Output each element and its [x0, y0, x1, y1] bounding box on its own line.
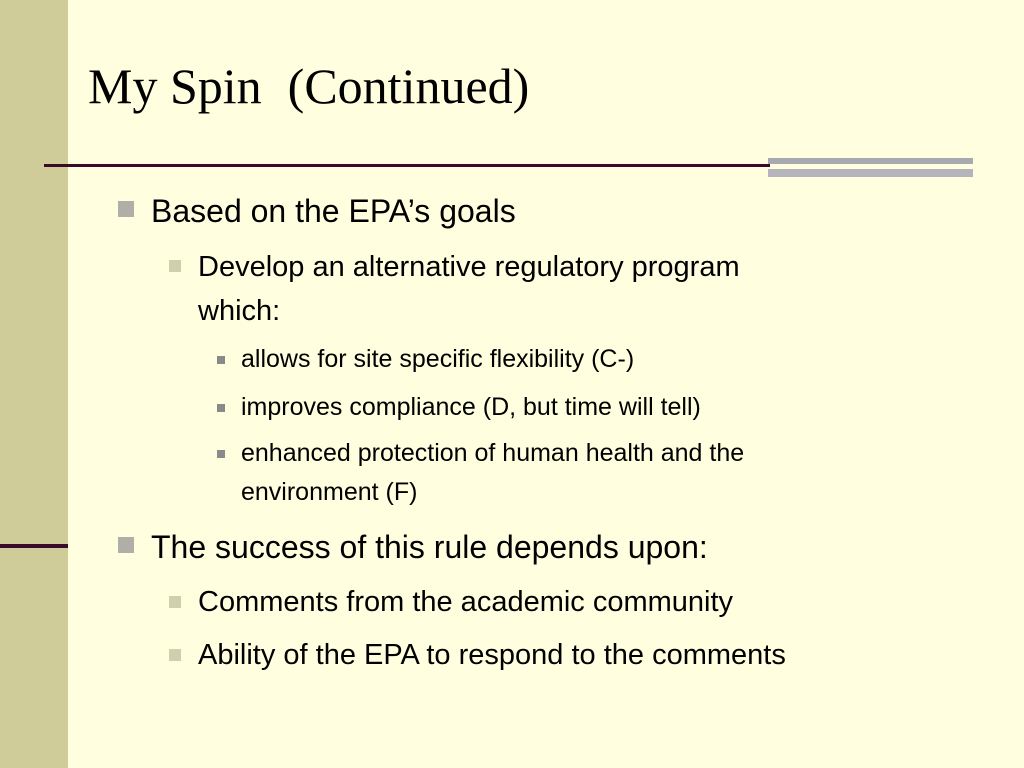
sub-sub-bullet-text-line-2: environment (F) — [241, 478, 418, 506]
square-bullet-icon — [217, 356, 225, 364]
slide-title-paren: (Continued) — [287, 58, 530, 114]
sub-bullet-text-line-2: which: — [198, 295, 281, 327]
square-bullet-icon — [169, 596, 181, 608]
square-bullet-icon — [118, 201, 134, 217]
square-bullet-icon — [217, 450, 225, 458]
square-bullet-icon — [169, 649, 181, 661]
slide-title-main: My Spin — [88, 58, 262, 114]
sub-sub-bullet-text-line-1: enhanced protection of human health and the — [241, 439, 745, 467]
bullet-text: Based on the EPA’s goals — [151, 193, 516, 229]
sub-bullet-text-line-1: Develop an alternative regulatory program — [198, 251, 740, 283]
square-bullet-icon — [217, 404, 225, 412]
sub-sub-bullet-text: improves compliance (D, but time will tell) — [241, 393, 701, 421]
sub-sub-bullet-text: allows for site specific flexibility (C-) — [241, 345, 635, 373]
square-bullet-icon — [169, 260, 181, 272]
sub-bullet-text: Ability of the EPA to respond to the comments — [198, 639, 786, 671]
sub-bullet-text: Comments from the academic community — [198, 586, 734, 618]
square-bullet-icon — [118, 537, 134, 553]
bullet-text: The success of this rule depends upon: — [151, 529, 708, 565]
